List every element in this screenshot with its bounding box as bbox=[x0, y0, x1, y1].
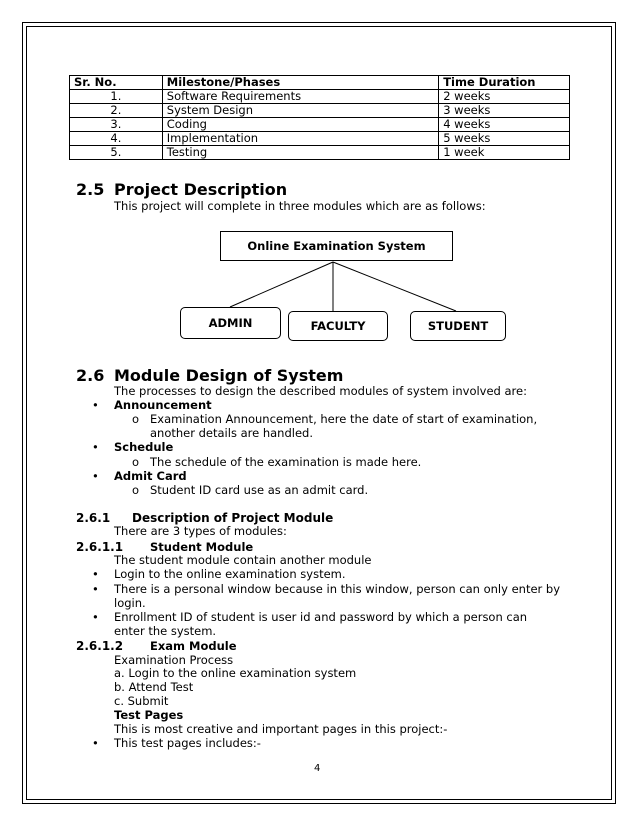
table-cell: 5. bbox=[70, 146, 163, 160]
table-cell: 1. bbox=[70, 90, 163, 104]
section-2-5-heading: 2.5 Project Description bbox=[76, 180, 288, 199]
table-cell: 3 weeks bbox=[439, 104, 570, 118]
table-cell: Coding bbox=[162, 118, 438, 132]
table-header: Sr. No. bbox=[70, 76, 163, 90]
announcement-desc-1: Examination Announcement, here the date of start of examination, bbox=[150, 412, 538, 426]
bullet-dot: • bbox=[92, 736, 99, 750]
table-cell: 2 weeks bbox=[439, 90, 570, 104]
exam-step-c: c. Submit bbox=[114, 694, 169, 708]
student-module-bullet-1: Login to the online examination system. bbox=[114, 567, 346, 581]
section-2-6-1-2-title: Exam Module bbox=[150, 639, 237, 653]
sub-bullet-circle: o bbox=[132, 455, 140, 469]
bullet-dot: • bbox=[92, 582, 99, 596]
section-2-6-1-2-num: 2.6.1.2 bbox=[76, 639, 124, 653]
table-cell: Software Requirements bbox=[162, 90, 438, 104]
table-header: Time Duration bbox=[439, 76, 570, 90]
test-pages-text: This is most creative and important pages in this project:- bbox=[114, 722, 448, 736]
admit-card-label: Admit Card bbox=[114, 469, 187, 483]
student-module-bullet-3a: Enrollment ID of student is user id and password by which a person can bbox=[114, 610, 528, 624]
schedule-desc: The schedule of the examination is made here. bbox=[150, 455, 422, 469]
test-pages-bullet: This test pages includes:- bbox=[114, 736, 261, 750]
student-module-intro: The student module contain another module bbox=[114, 553, 372, 567]
announcement-desc-2: another details are handled. bbox=[150, 426, 313, 440]
test-pages-label: Test Pages bbox=[114, 708, 184, 722]
admit-card-desc: Student ID card use as an admit card. bbox=[150, 483, 369, 497]
page-number: 4 bbox=[314, 763, 321, 774]
section-2-6-1-title: Description of Project Module bbox=[132, 511, 334, 525]
sub-bullet-circle: o bbox=[132, 483, 140, 497]
bullet-dot: • bbox=[92, 469, 99, 483]
student-module-bullet-2a: There is a personal window because in this window, person can only enter by bbox=[114, 582, 561, 596]
section-2-5-intro: This project will complete in three modules which are as follows: bbox=[114, 199, 486, 213]
sub-bullet-circle: o bbox=[132, 412, 140, 426]
section-2-6-1-1-num: 2.6.1.1 bbox=[76, 540, 124, 554]
diagram-student-box: STUDENT bbox=[410, 311, 506, 341]
student-module-bullet-3b: enter the system. bbox=[114, 624, 217, 638]
exam-process-label: Examination Process bbox=[114, 653, 234, 667]
table-cell: 4. bbox=[70, 132, 163, 146]
table-cell: System Design bbox=[162, 104, 438, 118]
table-cell: Testing bbox=[162, 146, 438, 160]
table-cell: 3. bbox=[70, 118, 163, 132]
schedule-label: Schedule bbox=[114, 440, 174, 454]
bullet-dot: • bbox=[92, 440, 99, 454]
table-header: Milestone/Phases bbox=[162, 76, 438, 90]
table-cell: Implementation bbox=[162, 132, 438, 146]
student-module-bullet-2b: login. bbox=[114, 596, 146, 610]
diagram-root-box: Online Examination System bbox=[220, 231, 453, 261]
exam-step-b: b. Attend Test bbox=[114, 680, 194, 694]
table-cell: 4 weeks bbox=[439, 118, 570, 132]
exam-step-a: a. Login to the online examination system bbox=[114, 666, 357, 680]
table-cell: 5 weeks bbox=[439, 132, 570, 146]
diagram-admin-box: ADMIN bbox=[180, 307, 281, 339]
section-2-6-1-num: 2.6.1 bbox=[76, 511, 111, 525]
announcement-label: Announcement bbox=[114, 398, 212, 412]
section-2-6-1-intro: There are 3 types of modules: bbox=[114, 524, 287, 538]
section-2-6-intro: The processes to design the described modules of system involved are: bbox=[114, 384, 527, 398]
bullet-dot: • bbox=[92, 398, 99, 412]
section-2-6-1-1-title: Student Module bbox=[150, 540, 254, 554]
table-cell: 2. bbox=[70, 104, 163, 118]
section-2-6-heading: 2.6 Module Design of System bbox=[76, 366, 344, 385]
bullet-dot: • bbox=[92, 610, 99, 624]
table-cell: 1 week bbox=[439, 146, 570, 160]
diagram-faculty-box: FACULTY bbox=[288, 311, 388, 341]
bullet-dot: • bbox=[92, 567, 99, 581]
